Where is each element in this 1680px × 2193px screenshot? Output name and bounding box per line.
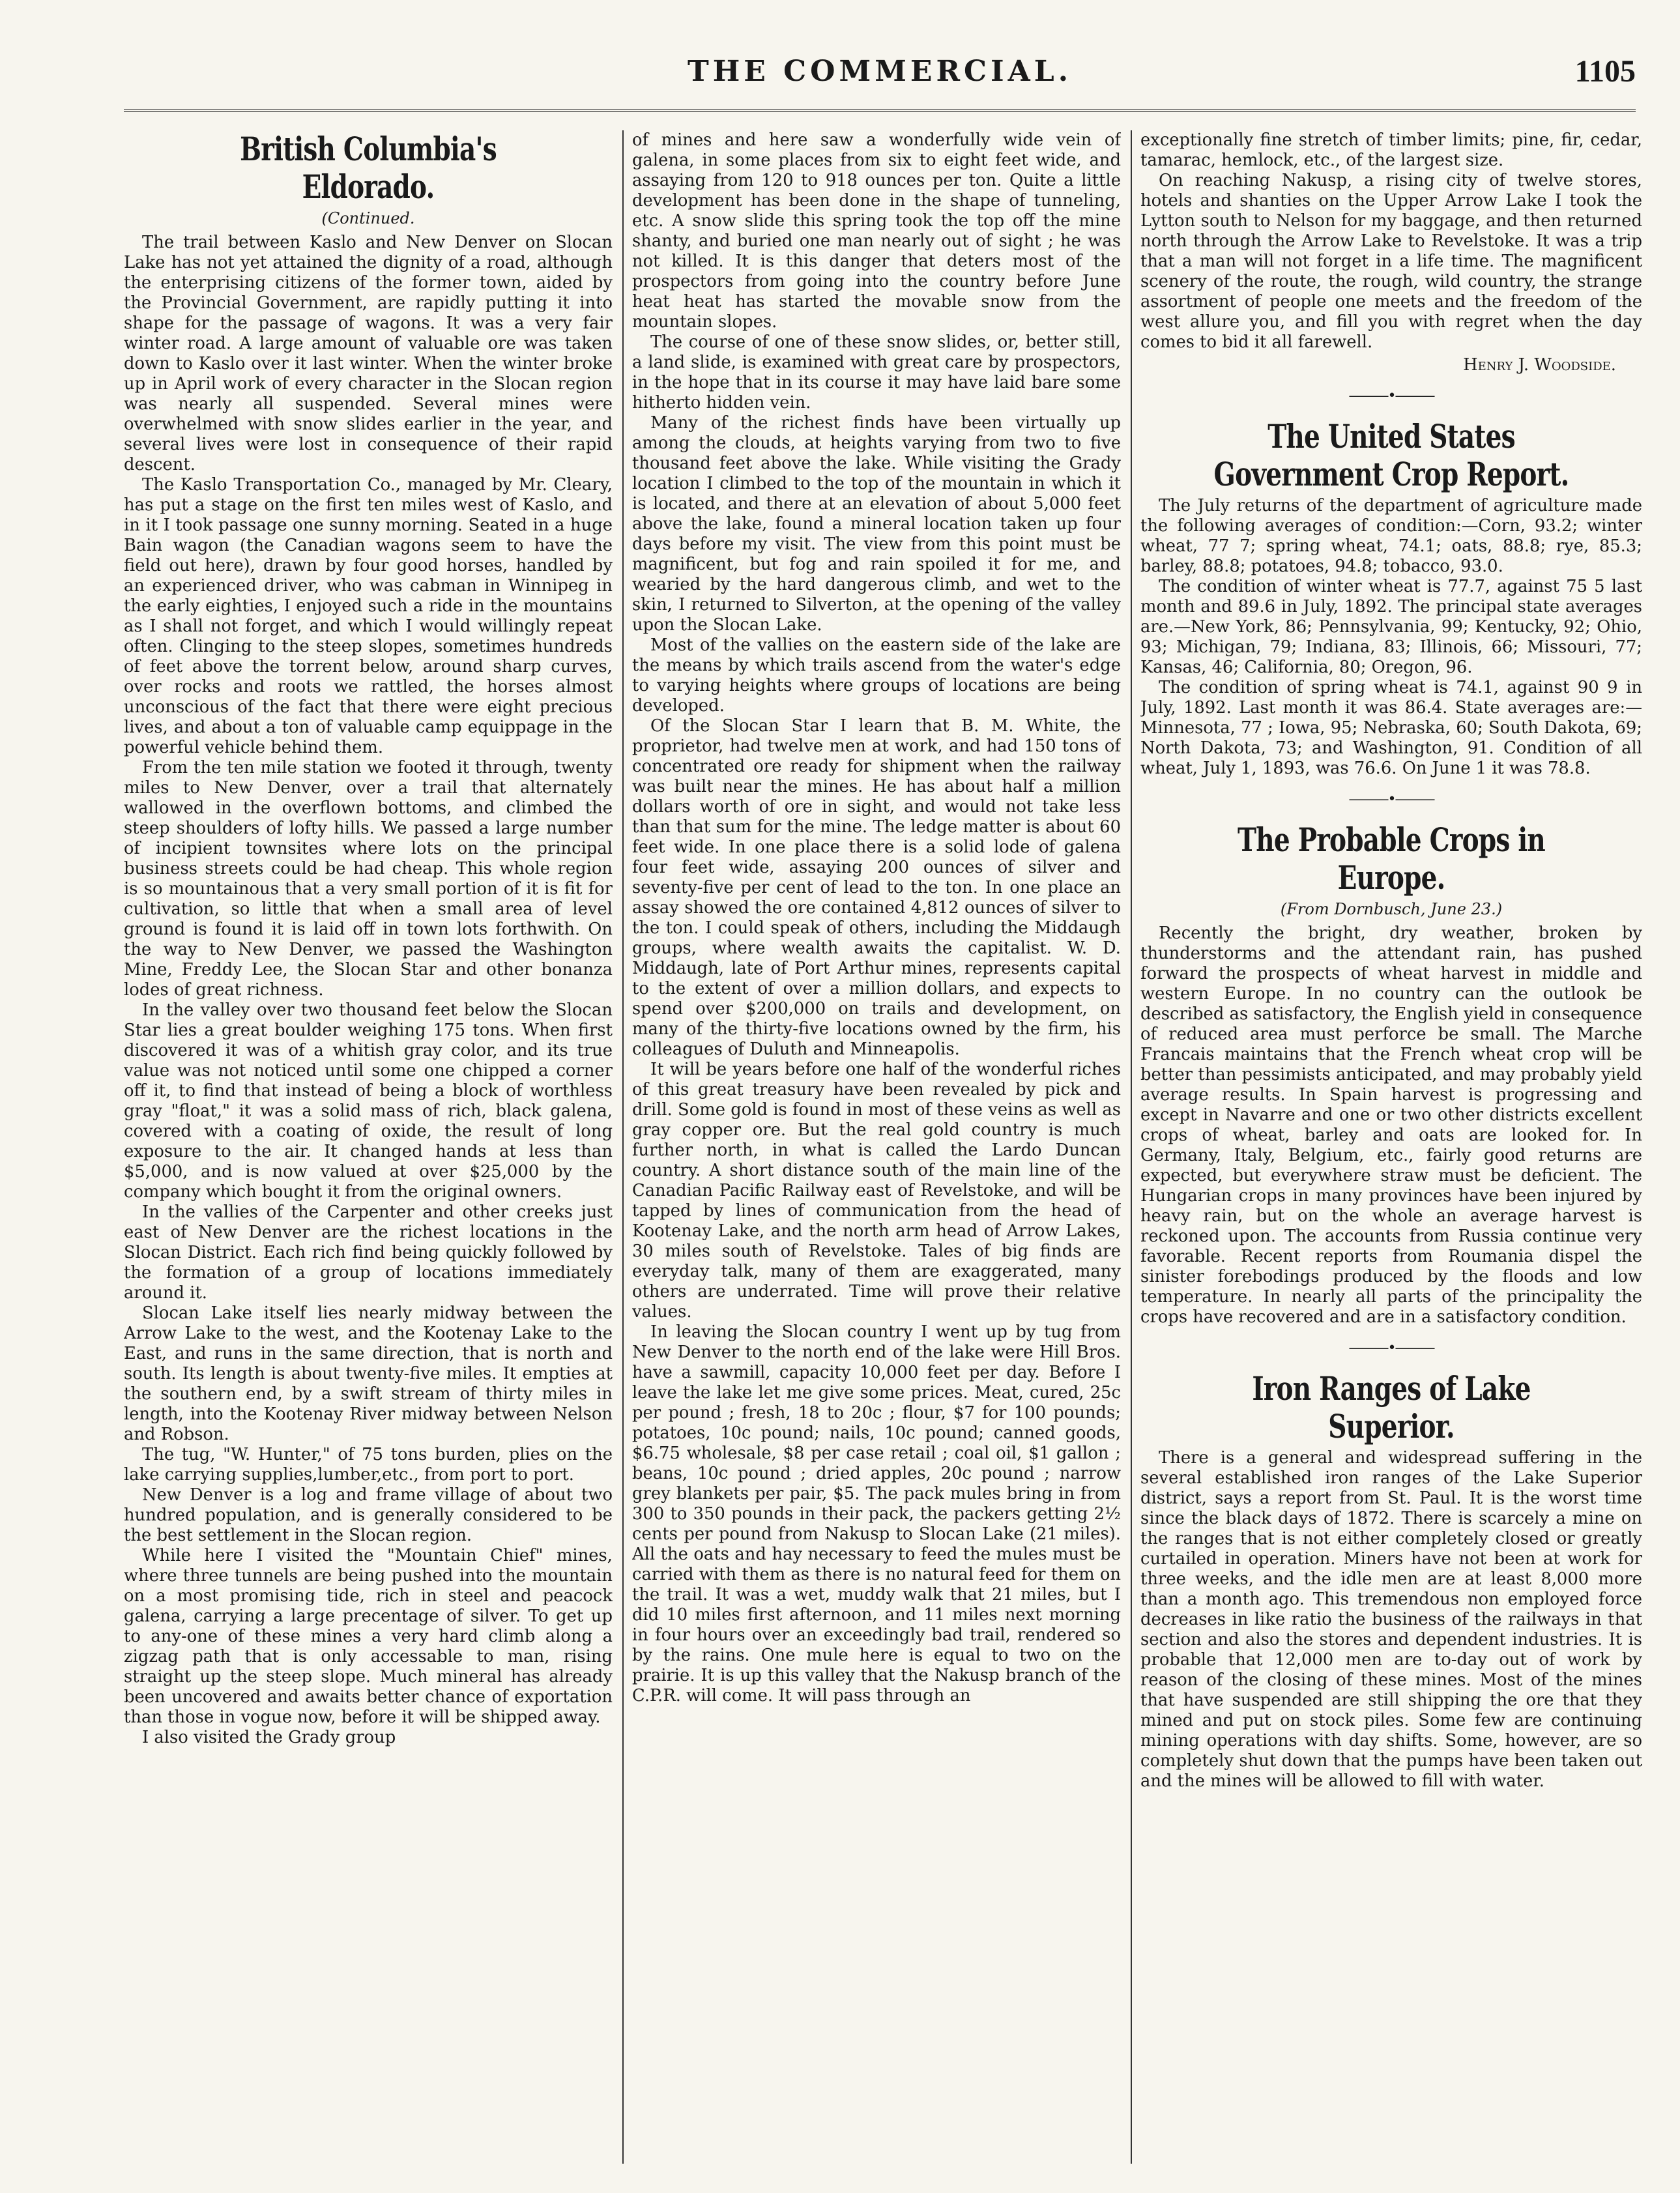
paragraph: Of the Slocan Star I learn that B. M. White, the proprietor, had twelve men at work, and had 150 tons of concentrated ore ready for shipment when the railway was built near the mines. He has about half a million dollars worth of ore in sight, and would not take less than that sum for the mine. The ledge matter is about 60 feet wide. In one place there is a solid lode of galena four feet wide, assaying 200 ounces of silver and seventy-five per cent of lead to the ton. In one place an assay showed the ore contained 4,812 ounces of silver to the ton. I could speak of others, including the Middaugh groups, where wealth awaits the capitalist. W. D. Middaugh, late of Port Arthur mines, represents capital to the extent of over a million dollars, and expects to spend over $200,000 on trails and development, on many of the thirty-five locations owned by the firm, his colleagues of Duluth and Minneapolis. xyxy=(632,716,1121,1059)
paragraph: New Denver is a log and frame village of about two hundred population, and is generally considered to be the best settlement in the Slocan region. xyxy=(124,1485,613,1545)
paragraph: While here I visited the "Mountain Chief" mines, where three tunnels are being pushed into the mountain on a most promising tide, rich in steel and peacock galena, carrying a large precentage of silver. To get up to any-one of these mines a very hard climb along a zigzag path that is only accessable to man, rising straight up the steep slope. Much mineral has already been uncovered and awaits better chance of exportation than those in vogue now, before it will be shipped away. xyxy=(124,1546,613,1727)
separator: ———•——— xyxy=(1348,1340,1434,1356)
headline-crops-europe: The Probable Crops in Europe. xyxy=(1238,821,1545,897)
column-1 xyxy=(124,130,613,2164)
newspaper-title: THE COMMERCIAL. xyxy=(687,55,1073,88)
paragraph: From the ten mile station we footed it through, twenty miles to New Denver, over a trail that alternately wallowed in the overflown bottoms, and climbed the steep shoulders of lofty hills. We passed a large number of incipient townsites where lots on the principal business streets could be had cheap. This whole region is so mountainous that a very small portion of it is fit for cultivation, so little that when a small area of level ground is found it is laid off in town lots forthwith. On the way to New Denver, we passed the Washington Mine, Freddy Lee, the Slocan Star and other bonanza lodes of great richness. xyxy=(124,758,613,1000)
headline-iron-ranges: Iron Ranges of Lake Superior. xyxy=(1252,1369,1531,1445)
paragraph: The July returns of the department of agriculture made the following averages of condition:—Corn, 93.2; winter wheat, 77 7; spring wheat, 74.1; oats, 88.8; rye, 85.3; barley, 88.8; potatoes, 94.8; tobacco, 93.0. xyxy=(1140,496,1642,576)
article-columns xyxy=(124,130,1642,2170)
paragraph: Slocan Lake itself lies nearly midway between the Arrow Lake to the west, and the Kootenay Lake to the East, and runs in the same direction, that is north and south. Its length is about twenty-five miles. It empties at the southern end, by a swift stream of thirty miles in length, into the Kootenay River midway between Nelson and Robson. xyxy=(124,1303,613,1444)
paragraph: The condition of winter wheat is 77.7, against 75 5 last month and 89.6 in July, 1892. The principal state averages are.—New York, 86; Pennsylvania, 99; Kentucky, 92; Ohio, 93; Michigan, 79; Indiana, 83; Illinois, 66; Missouri, 77; Kansas, 46; California, 80; Oregon, 96. xyxy=(1140,577,1642,677)
headline-crop-report: The United States Government Crop Report. xyxy=(1213,417,1569,493)
paragraph: The condition of spring wheat is 74.1, against 90 9 in July, 1892. Last month it was 86.4. State averages are:—Minnesota, 77 ; Iowa, 95; Nebraska, 60; South Dakota, 69; North Dakota, 73; and Washington, 91. Condition of all wheat, July 1, 1893, was 76.6. On June 1 it was 78.8. xyxy=(1140,678,1642,778)
paragraph: In the valley over two thousand feet below the Slocan Star lies a great boulder weighing 175 tons. When first discovered it was of a whitish gray color, and its true value was not noticed until some one chipped a corner off it, to find that instead of being a block of worthless gray "float," it was a solid mass of rich, black galena, covered with a coating of oxide, the result of long exposure to the air. It changed hands at less than $5,000, and is now valued at over $25,000 by the company which bought it from the original owners. xyxy=(124,1000,613,1202)
paragraph: Most of the vallies on the eastern side of the lake are the means by which trails ascend from the water's edge to varying heights where groups of locations are being developed. xyxy=(632,635,1121,716)
paragraph: The course of one of these snow slides, or, better still, a land slide, is examined with great care by prospectors, in the hope that in its course it may have laid bare some hitherto hidden vein. xyxy=(632,332,1121,413)
author-signature: Henry J. Woodside. xyxy=(1463,355,1616,375)
column-2 xyxy=(632,130,1121,2164)
column-3 xyxy=(1140,130,1642,2164)
paragraph: The Kaslo Transportation Co., managed by Mr. Cleary, has put a stage on the first ten miles west of Kaslo, and in it I took passage one sunny morning. Seated in a huge Bain wagon (the Canadian wagons seem to have the field out here), drawn by four good horses, handled by an experienced driver, who was cabman in Winnipeg in the early eighties, I enjoyed such a ride in the mountains as I shall not forget, and which I would willingly repeat often. Clinging to the steep slopes, sometimes hundreds of feet above the torrent below, around sharp curves, over rocks and roots we rattled, the horses almost unconscious of the fact that there were eight precious lives, and about a ton of valuable camp equippage in the powerful vehicle behind them. xyxy=(124,475,613,757)
column-divider xyxy=(1131,130,1132,2164)
paragraph: The trail between Kaslo and New Denver on Slocan Lake has not yet attained the dignity of a road, although the enterprising citizens of the former town, aided by the Provincial Government, are rapidly putting it into shape for the passage of wagons. It was a very fair winter road. A large amount of valuable ore was taken down to Kaslo over it last winter. When the winter broke up in April work of every character in the Slocan region was nearly all suspended. Several mines were overwhelmed with snow slides earlier in the year, and several lives were lost in consequence of their rapid descent. xyxy=(124,233,613,474)
page-number: 1105 xyxy=(1574,54,1636,89)
paragraph: In the vallies of the Carpenter and other creeks just east of New Denver are the richest locations in the Slocan District. Each rich find being quickly followed by the formation of a group of locations immediately around it. xyxy=(124,1202,613,1303)
paragraph: There is a general and widespread suffering in the several established iron ranges of the Lake Superior district, says a report from St. Paul. It is the worst time since the black days of 1872. There is scarcely a mine on the ranges that is not either completely closed or greatly curtailed in operation. Miners have not been at work for three weeks, and the idle men are at least 8,000 more than a month ago. This tremendous non employed force decreases in like ratio the business of the railways in that section and also the stores and dependent industries. It is probable that 12,000 men are to-day out of work by reason of the closing of these mines. Most of the mines that have suspended are still shipping the ore that they mined and put on stock piles. Some few are continuing mining operations with day shifts. Some, however, are so completely shut down that the pumps have been taken out and the mines will be allowed to fill with water. xyxy=(1140,1448,1642,1791)
continued-note: (Continued. xyxy=(321,209,415,227)
paragraph: The tug, "W. Hunter," of 75 tons burden, plies on the lake carrying supplies,lumber,etc., from port to port. xyxy=(124,1445,613,1485)
paragraph: I also visited the Grady group xyxy=(142,1728,396,1747)
paragraph: It will be years before one half of the wonderful riches of this great treasury have been revealed by pick and drill. Some gold is found in most of these veins as well as gray copper ore. But the real gold country is much further north, in what is called the Lardo Duncan country. A short distance south of the main line of the Canadian Pacific Railway east of Revelstoke, and will be tapped by lines of communication from the head of Kootenay Lake, and the north arm head of Arrow Lakes, 30 miles south of Revelstoke. Tales of big finds are everyday talk, many of them are exaggerated, many others are underrated. Time will prove their relative values. xyxy=(632,1060,1121,1322)
paragraph: On reaching Nakusp, a rising city of twelve stores, hotels and shanties on the Upper Arrow Lake I took the Lytton south to Nelson for my baggage, and then returned north through the Arrow Lake to Revelstoke. It was a trip that a man will not forget in a life time. The magnificent scenery of the route, the rough, wild country, the strange assortment of people one meets and the freedom of the west allure you, and fill you with regret when the day comes to bid it all farewell. xyxy=(1140,171,1642,352)
masthead xyxy=(124,39,1636,117)
separator: ———•——— xyxy=(1348,791,1434,807)
separator: ———•——— xyxy=(1348,388,1434,404)
source-note: (From Dornbusch, June 23.) xyxy=(1280,900,1503,918)
masthead-rule xyxy=(124,109,1636,112)
column-divider xyxy=(622,130,624,2164)
paragraph: of mines and here saw a wonderfully wide vein of galena, in some places from six to eight feet wide, and assaying from 120 to 918 ounces per ton. Quite a little development has been done in the shape of tunneling, etc. A snow slide this spring took the top off the mine shanty, and buried one man nearly out of sight ; he was not killed. It is this danger that deters most of the prospectors from going into the country before June heat heat has started the movable snow from the mountain slopes. xyxy=(632,130,1121,332)
paragraph: Recently the bright, dry weather, broken by thunderstorms and the attendant rain, has pushed forward the prospects of wheat harvest in middle and western Europe. In no country can the outlook be described as satisfactory, the English yield in consequence of reduced area must perforce be small. The Marche Francais maintains that the French wheat crop will be better than pessimists anticipated, and may probably yield average results. In Spain harvest is progressing and except in Navarre and one or two other districts excellent crops of wheat, barley and oats are looked for. In Germany, Italy, Belgium, etc., fairly good returns are expected, but everywhere straw must be deficient. The Hungarian crops in many provinces have been injured by heavy rain, but on the whole an average harvest is reckoned upon. The accounts from Russia continue very favorable. Recent reports from Roumania dispel the sinister forebodings produced by the floods and low temperature. In nearly all parts of the principality the crops have recovered and are in a satisfactory condition. xyxy=(1140,923,1642,1327)
paragraph: In leaving the Slocan country I went up by tug from New Denver to the north end of the lake were Hill Bros. have a sawmill, capacity 10,000 feet per day. Before I leave the lake let me give some prices. Meat, cured, 25c per pound ; fresh, 18 to 20c ; flour, $7 for 100 pounds; potatoes, 10c pound; nails, 10c pound; canned goods, $6.75 wholesale, $8 per case retail ; coal oil, $1 gallon ; beans, 10c pound ; dried apples, 20c pound ; narrow grey blankets per pair, $5. The pack mules bring in from 300 to 350 pounds in their pack, the packers getting 2½ cents per pound from Nakusp to Slocan Lake (21 miles). All the oats and hay necessary to feed the mules must be carried with them as there is no natural feed for them on the trail. It was a wet, muddy walk that 21 miles, but I did 10 miles first afternoon, and 11 miles next morning in four hours over an exceedingly bad trail, rendered so by the rains. One mule here is equal to two on the prairie. It is up this valley that the Nakusp branch of the C.P.R. will come. It will pass through an xyxy=(632,1322,1121,1706)
paragraph: Many of the richest finds have been virtually up among the clouds, at heights varying from two to five thousand feet above the lake. While visiting the Grady location I climbed to the top of the mountain in which it is located, and there at an elevation of about 5,000 feet above the lake, found a mineral location taken up four days before my visit. The view from this point must be magnificent, but fog and rain spoiled it for me, and wearied by the hard dangerous climb, and wet to the skin, I returned to Silverton, at the opening of the valley upon the Slocan Lake. xyxy=(632,413,1121,635)
headline-eldorado: British Columbia's Eldorado. xyxy=(240,130,497,206)
paragraph: exceptionally fine stretch of timber limits; pine, fir, cedar, tamarac, hemlock, etc., of the largest size. xyxy=(1140,130,1642,170)
